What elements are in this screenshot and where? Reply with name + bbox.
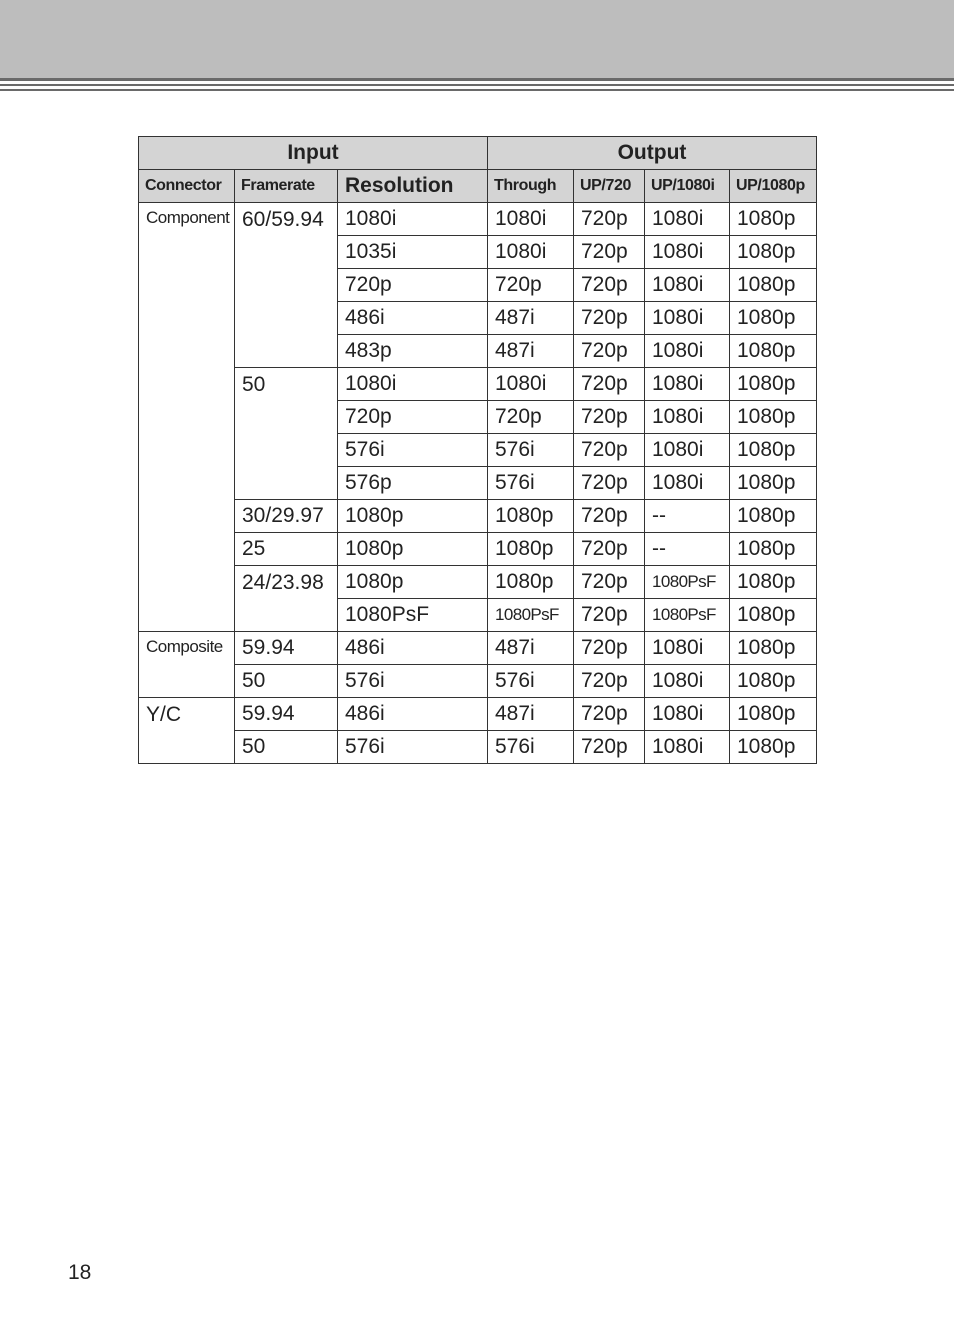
table-row [139, 203, 817, 236]
up720-cell: 720p [574, 203, 645, 236]
up720-cell: 720p [574, 467, 645, 500]
up1080p-cell: 1080p [730, 203, 817, 236]
framerate-cell: 50 [235, 665, 338, 698]
resolution-cell: 1080p [338, 566, 488, 599]
resolution-cell: 486i [338, 302, 488, 335]
header-rule [0, 89, 954, 91]
resolution-cell: 1080i [338, 203, 488, 236]
up720-cell: 720p [574, 533, 645, 566]
table-row [139, 368, 817, 401]
table-row [139, 632, 817, 665]
up720-cell: 720p [574, 236, 645, 269]
resolution-cell: 1080i [338, 368, 488, 401]
up1080p-cell: 1080p [730, 368, 817, 401]
up720-cell: 720p [574, 566, 645, 599]
framerate-cell: 24/23.98 [235, 566, 338, 632]
up1080i-cell: 1080i [645, 632, 730, 665]
through-cell: 720p [488, 401, 574, 434]
header-rule [0, 84, 954, 86]
resolution-cell: 486i [338, 698, 488, 731]
through-cell: 1080i [488, 236, 574, 269]
up1080p-cell: 1080p [730, 665, 817, 698]
framerate-cell: 25 [235, 533, 338, 566]
connector-cell: Component [139, 203, 235, 632]
resolution-cell: 720p [338, 269, 488, 302]
up1080p-cell: 1080p [730, 500, 817, 533]
column-header-up1080p: UP/1080p [730, 170, 817, 203]
up1080i-cell: 1080i [645, 269, 730, 302]
up1080i-cell: 1080i [645, 203, 730, 236]
up1080p-cell: 1080p [730, 269, 817, 302]
up720-cell: 720p [574, 731, 645, 764]
format-conversion-table [138, 136, 817, 764]
header-rule [0, 78, 954, 81]
up1080i-cell: -- [645, 533, 730, 566]
up1080p-cell: 1080p [730, 302, 817, 335]
up1080p-cell: 1080p [730, 533, 817, 566]
up720-cell: 720p [574, 401, 645, 434]
through-cell: 487i [488, 335, 574, 368]
up1080i-cell: 1080i [645, 236, 730, 269]
up1080p-cell: 1080p [730, 632, 817, 665]
up1080i-cell: -- [645, 500, 730, 533]
resolution-cell: 1080PsF [338, 599, 488, 632]
up1080i-cell: 1080PsF [645, 599, 730, 632]
up1080i-cell: 1080i [645, 665, 730, 698]
table-row [139, 698, 817, 731]
input-group-header: Input [139, 137, 488, 170]
up1080p-cell: 1080p [730, 335, 817, 368]
through-cell: 576i [488, 434, 574, 467]
up1080i-cell: 1080i [645, 731, 730, 764]
resolution-cell: 1080p [338, 500, 488, 533]
up1080p-cell: 1080p [730, 467, 817, 500]
through-cell: 1080i [488, 203, 574, 236]
up720-cell: 720p [574, 335, 645, 368]
resolution-cell: 483p [338, 335, 488, 368]
table-row [139, 731, 817, 764]
up720-cell: 720p [574, 698, 645, 731]
resolution-cell: 576p [338, 467, 488, 500]
up720-cell: 720p [574, 599, 645, 632]
header-band [0, 0, 954, 78]
framerate-cell: 50 [235, 731, 338, 764]
table-row [139, 566, 817, 599]
up1080i-cell: 1080PsF [645, 566, 730, 599]
resolution-cell: 1080p [338, 533, 488, 566]
output-group-header: Output [488, 137, 817, 170]
resolution-cell: 720p [338, 401, 488, 434]
up1080p-cell: 1080p [730, 731, 817, 764]
column-header-through: Through [488, 170, 574, 203]
framerate-cell: 30/29.97 [235, 500, 338, 533]
up1080i-cell: 1080i [645, 401, 730, 434]
up720-cell: 720p [574, 269, 645, 302]
up720-cell: 720p [574, 665, 645, 698]
through-cell: 576i [488, 665, 574, 698]
up720-cell: 720p [574, 368, 645, 401]
connector-cell: Y/C [139, 698, 235, 764]
table-row [139, 665, 817, 698]
through-cell: 487i [488, 632, 574, 665]
connector-cell: Composite [139, 632, 235, 698]
column-header-framerate: Framerate [235, 170, 338, 203]
page-number: 18 [68, 1261, 92, 1284]
up1080i-cell: 1080i [645, 335, 730, 368]
table-row [139, 533, 817, 566]
up1080i-cell: 1080i [645, 467, 730, 500]
column-header-resolution: Resolution [338, 170, 488, 203]
up720-cell: 720p [574, 632, 645, 665]
up720-cell: 720p [574, 302, 645, 335]
column-header-connector: Connector [139, 170, 235, 203]
through-cell: 1080p [488, 566, 574, 599]
framerate-cell: 60/59.94 [235, 203, 338, 368]
up720-cell: 720p [574, 500, 645, 533]
column-header-up720: UP/720 [574, 170, 645, 203]
resolution-cell: 1035i [338, 236, 488, 269]
resolution-cell: 576i [338, 731, 488, 764]
up1080p-cell: 1080p [730, 434, 817, 467]
through-cell: 487i [488, 698, 574, 731]
through-cell: 1080i [488, 368, 574, 401]
resolution-cell: 576i [338, 665, 488, 698]
resolution-cell: 486i [338, 632, 488, 665]
through-cell: 1080PsF [488, 599, 574, 632]
through-cell: 720p [488, 269, 574, 302]
framerate-cell: 59.94 [235, 698, 338, 731]
framerate-cell: 59.94 [235, 632, 338, 665]
through-cell: 487i [488, 302, 574, 335]
up720-cell: 720p [574, 434, 645, 467]
up1080i-cell: 1080i [645, 302, 730, 335]
framerate-cell: 50 [235, 368, 338, 500]
up1080i-cell: 1080i [645, 368, 730, 401]
column-header-up1080i: UP/1080i [645, 170, 730, 203]
up1080p-cell: 1080p [730, 236, 817, 269]
up1080p-cell: 1080p [730, 698, 817, 731]
through-cell: 1080p [488, 500, 574, 533]
up1080i-cell: 1080i [645, 698, 730, 731]
resolution-cell: 576i [338, 434, 488, 467]
up1080p-cell: 1080p [730, 566, 817, 599]
up1080p-cell: 1080p [730, 599, 817, 632]
up1080i-cell: 1080i [645, 434, 730, 467]
up1080p-cell: 1080p [730, 401, 817, 434]
table-row [139, 500, 817, 533]
through-cell: 576i [488, 467, 574, 500]
through-cell: 1080p [488, 533, 574, 566]
through-cell: 576i [488, 731, 574, 764]
